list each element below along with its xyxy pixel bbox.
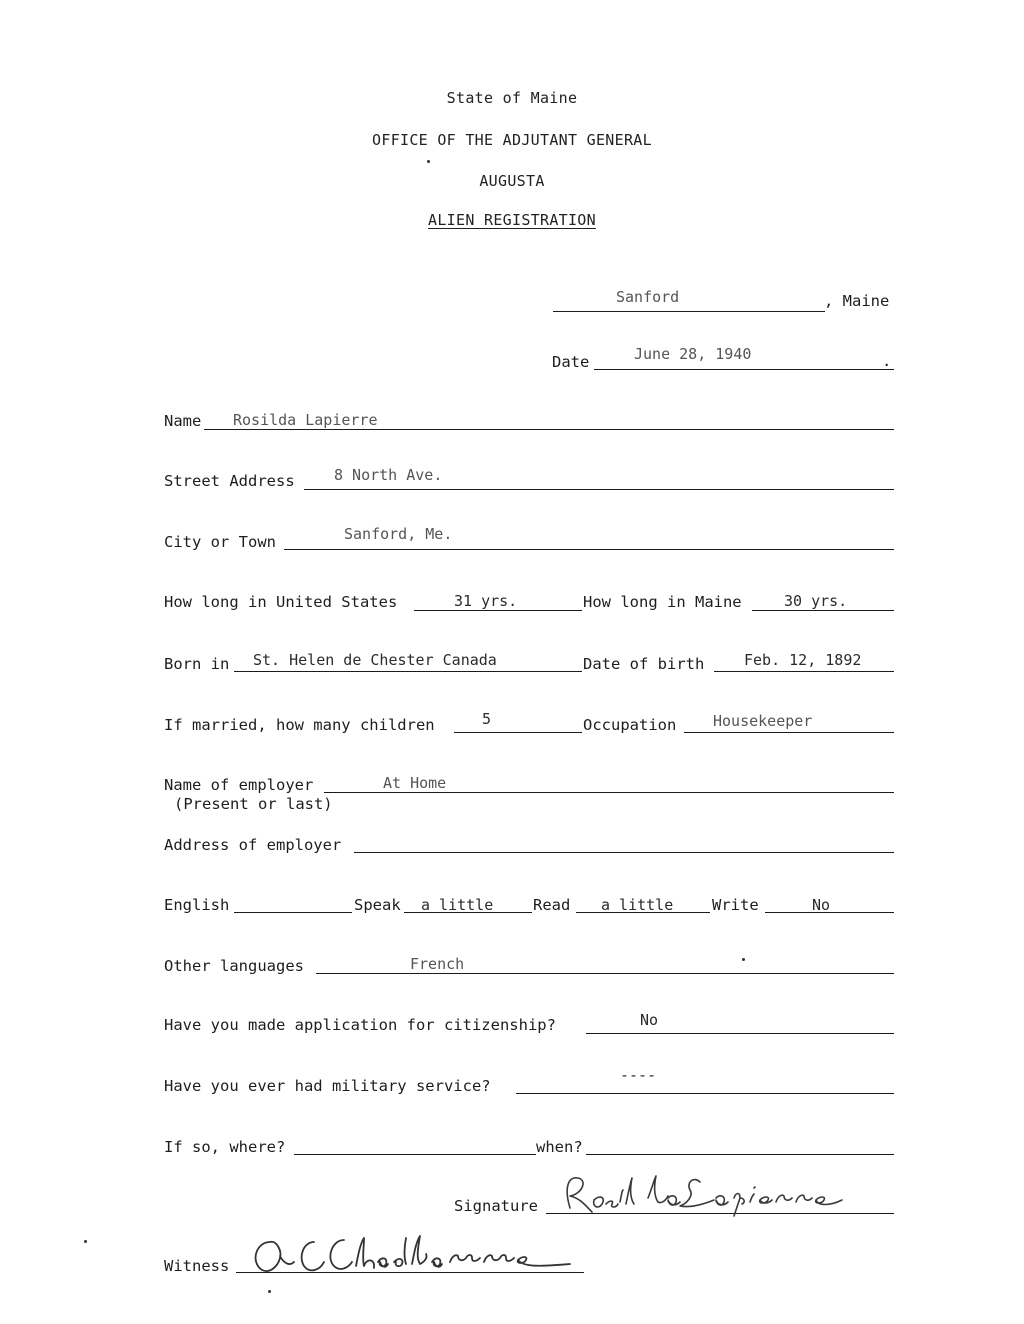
birth-date-label: Date of birth (583, 655, 705, 673)
street-line (304, 489, 894, 490)
maine-years-label: How long in Maine (583, 593, 742, 611)
occupation-line (684, 732, 894, 733)
us-years-label: How long in United States (164, 593, 398, 611)
born-in-value: St. Helen de Chester Canada (253, 651, 497, 669)
place-line (553, 311, 825, 312)
name-line (204, 429, 894, 430)
occupation-label: Occupation (583, 716, 677, 734)
where-label: If so, where? (164, 1138, 286, 1156)
stray-mark-left (84, 1240, 87, 1243)
city-value: Sanford, Me. (344, 525, 453, 543)
employer-address-label: Address of employer (164, 836, 342, 854)
street-label: Street Address (164, 472, 295, 490)
employer-line (324, 792, 894, 793)
birth-date-line (714, 671, 894, 672)
military-line (516, 1093, 894, 1094)
employer-sublabel: (Present or last) (174, 795, 333, 813)
other-languages-line (316, 973, 894, 974)
date-line (594, 369, 894, 370)
military-value: ---- (620, 1066, 657, 1084)
read-label: Read (533, 896, 571, 914)
when-line (586, 1154, 894, 1155)
born-in-line (234, 671, 582, 672)
city-label: City or Town (164, 533, 276, 551)
english-label: English (164, 896, 230, 914)
birth-date-value: Feb. 12, 1892 (744, 651, 862, 669)
city-heading: AUGUSTA (479, 172, 545, 190)
children-value: 5 (482, 710, 492, 728)
when-label: when? (536, 1138, 583, 1156)
write-line (765, 912, 894, 913)
stray-mark (742, 958, 745, 961)
date-value: June 28, 1940 (634, 345, 752, 363)
employer-address-line (354, 852, 894, 853)
citizenship-value: No (640, 1011, 659, 1029)
where-line (294, 1154, 536, 1155)
maine-years-line (752, 610, 894, 611)
form-title: ALIEN REGISTRATION (428, 211, 596, 229)
employer-label: Name of employer (164, 776, 314, 794)
english-line (234, 912, 352, 913)
witness-handwriting (244, 1228, 584, 1280)
other-languages-label: Other languages (164, 957, 304, 975)
read-value: a little (601, 896, 674, 914)
military-label: Have you ever had military service? (164, 1077, 491, 1095)
date-label: Date (552, 353, 590, 371)
employer-value: At Home (383, 774, 447, 792)
signature-handwriting (560, 1168, 860, 1218)
place-suffix: , Maine (824, 292, 890, 310)
stray-mark-header (427, 160, 430, 163)
us-years-value: 31 yrs. (454, 592, 518, 610)
speak-value: a little (421, 896, 494, 914)
write-value: No (812, 896, 831, 914)
street-value: 8 North Ave. (334, 466, 443, 484)
office-heading: OFFICE OF THE ADJUTANT GENERAL (372, 131, 652, 149)
us-years-line (414, 610, 582, 611)
state-heading: State of Maine (446, 89, 578, 107)
signature-label: Signature (454, 1197, 538, 1215)
citizenship-line (586, 1033, 894, 1034)
write-label: Write (712, 896, 759, 914)
place-value: Sanford (616, 288, 680, 306)
children-label: If married, how many children (164, 716, 435, 734)
date-end: . (882, 352, 892, 370)
other-languages-value: French (410, 955, 465, 973)
born-in-label: Born in (164, 655, 230, 673)
maine-years-value: 30 yrs. (784, 592, 848, 610)
speak-line (404, 912, 532, 913)
witness-label: Witness (164, 1257, 230, 1275)
name-value: Rosilda Lapierre (233, 411, 378, 429)
citizenship-label: Have you made application for citizenship? (164, 1016, 556, 1034)
children-line (454, 732, 582, 733)
name-label: Name (164, 412, 202, 430)
occupation-value: Housekeeper (713, 712, 813, 730)
speak-label: Speak (354, 896, 401, 914)
read-line (576, 912, 710, 913)
city-line (284, 549, 894, 550)
stray-mark-bottom (268, 1290, 271, 1293)
